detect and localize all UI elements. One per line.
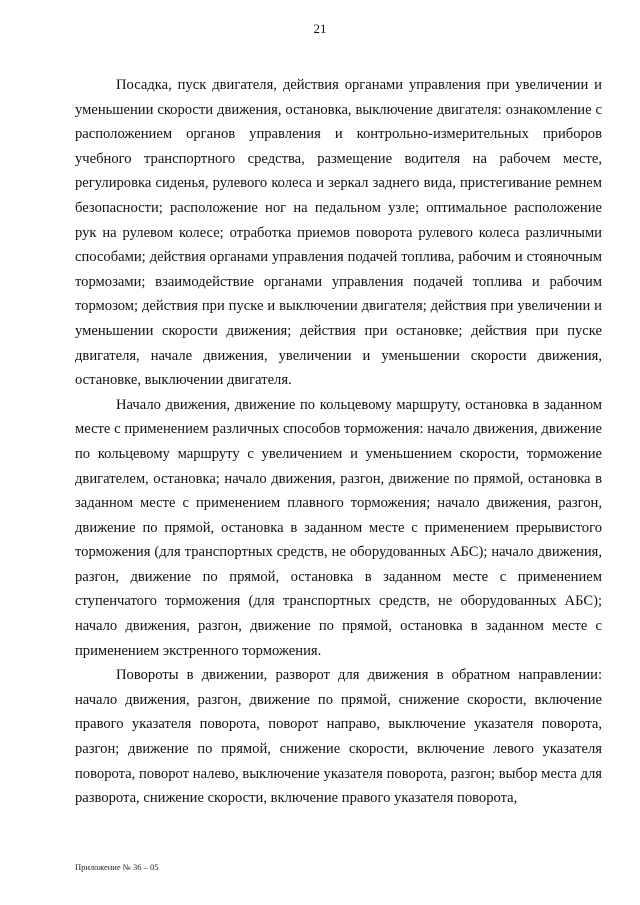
footer-note: Приложение № 36 – 05 bbox=[75, 862, 159, 872]
paragraph-engine-start: Посадка, пуск двигателя, действия органами управления при увеличении и уменьшении скорости движения, остановка, выключение двигателя: ознакомление с расположением органов управления и контрольно-измерительных приборов учебного транспортного средства, размещение водителя на рабочем месте, регулировка сиденья, рулевого колеса и зеркал заднего вида, пристегивание ремнем безопасности; расположение ног на педальном узле; оптимальное расположение рук на рулевом колесе; отработка приемов поворота рулевого колеса различными способами; действия органами управления подачей топлива, рабочим и стояночным тормозами; взаимодействие органами управления подачей топлива и рабочим тормозом; действия при пуске и выключении двигателя; действия при увеличении и уменьшении скорости движения; действия при остановке; действия при пуске двигателя, начале движения, увеличении и уменьшении скорости движения, остановке, выключении двигателя. bbox=[75, 77, 602, 389]
paragraph-braking: Начало движения, движение по кольцевому маршруту, остановка в заданном месте с применением различных способов торможения: начало движения, движение по кольцевому маршруту с увеличением и уменьшением скорости, торможение двигателем, остановка; начало движения, разгон, движение по прямой, остановка в заданном месте с применением плавного торможения; начало движения, разгон, движение по прямой, остановка в заданном месте с применением прерывистого торможения (для транспортных средств, не оборудованных АБС); начало движения, разгон, движение по прямой, остановка в заданном месте с применением ступенчатого торможения (для транспортных средств, не оборудованных АБС); начало движения, разгон, движение по прямой, остановка в заданном месте с применением экстренного торможения. bbox=[75, 396, 602, 659]
page-number: 21 bbox=[313, 21, 327, 36]
paragraph-turns: Повороты в движении, разворот для движения в обратном направлении: начало движения, разгон, движение по прямой, снижение скорости, включение правого указателя поворота, поворот направо, выключение указателя поворота, разгон; движение по прямой, снижение скорости, включение левого указателя поворота, поворот налево, выключение указателя поворота, разгон; выбор места для разворота, снижение скорости, включение правого указателя поворота, bbox=[75, 667, 602, 807]
document-body bbox=[75, 73, 602, 811]
